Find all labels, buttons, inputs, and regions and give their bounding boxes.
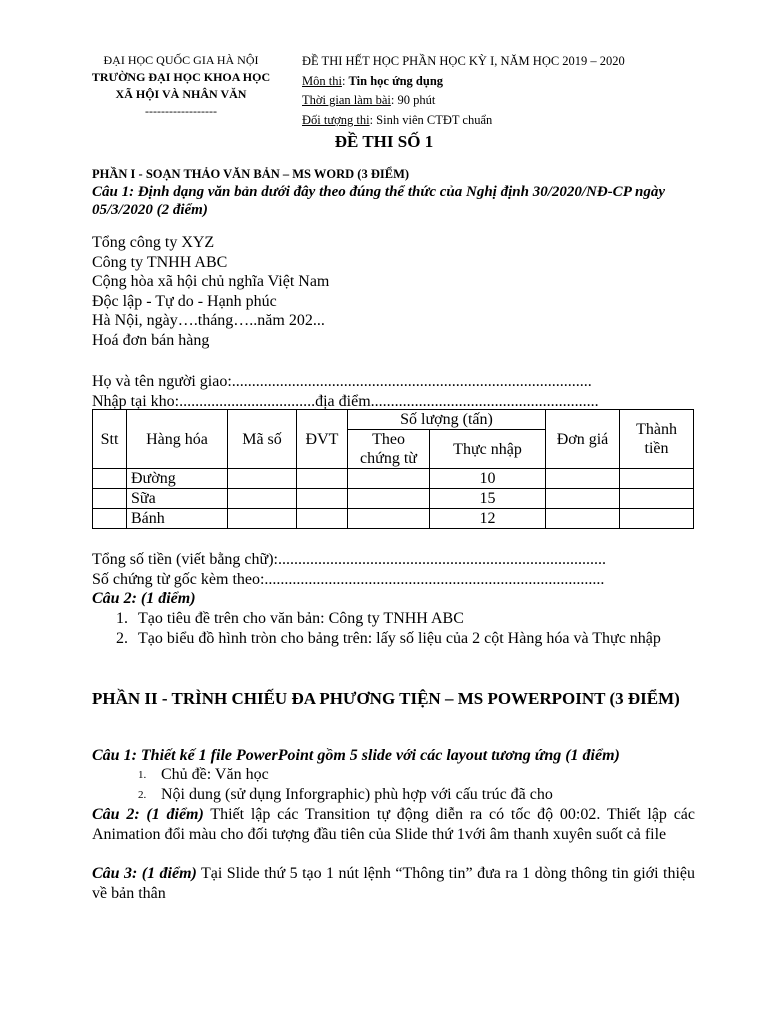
warehouse-field: Nhập tại kho:..................................địa điểm......................................................... — [92, 392, 599, 410]
table-header-row — [93, 410, 694, 430]
col-header-item: Hàng hóa — [127, 410, 228, 469]
doc-line: Công ty TNHH ABC — [92, 253, 228, 271]
faculty-name-line2: XÃ HỘI VÀ NHÂN VĂN — [115, 87, 247, 101]
table-row — [93, 469, 694, 489]
exam-number-title: ĐỀ THI SỐ 1 — [334, 132, 434, 151]
doc-line: Cộng hòa xã hội chủ nghĩa Việt Nam — [92, 273, 330, 291]
faculty-name-line1: TRƯỜNG ĐẠI HỌC KHOA HỌC — [91, 70, 271, 84]
cell-unit — [297, 509, 348, 529]
cell-total — [620, 469, 694, 489]
invoice-table — [92, 409, 694, 529]
col-header-total — [620, 410, 694, 469]
institution-header — [86, 52, 276, 120]
exam-title: ĐỀ THI HẾT HỌC PHẦN HỌC KỲ I, NĂM HỌC 2019 – 2020 — [302, 54, 625, 68]
cell-code — [228, 489, 297, 509]
subject-line: Môn thi: Tin học ứng dụng — [302, 73, 444, 88]
target-label: Đối tượng thi — [302, 112, 370, 127]
part1-question2: Câu 2: (1 điểm) — [92, 590, 196, 608]
sample-document-lines — [92, 233, 329, 351]
list-item-number: 1. — [138, 769, 147, 781]
list-item — [92, 629, 690, 649]
cell-qty-doc — [348, 469, 430, 489]
university-name: ĐẠI HỌC QUỐC GIA HÀ NỘI — [103, 53, 259, 67]
cell-price — [546, 469, 620, 489]
cell-unit — [297, 489, 348, 509]
col-header-stt: Stt — [93, 410, 127, 469]
question2-label: Câu 2: (1 điểm) — [92, 806, 204, 823]
cell-stt — [93, 489, 127, 509]
deliverer-field: Họ và tên người giao:.......................................................................................... — [92, 373, 592, 390]
subject-value: Tin học ứng dụng — [348, 73, 444, 88]
time-value: 90 phút — [397, 93, 436, 107]
cell-qty-doc — [348, 489, 430, 509]
cell-code — [228, 509, 297, 529]
question2-text: Thiết lập các Transition tự động diễn ra có tốc độ 00:02. Thiết lập các Animation đổi màu cho đối tượng đầu tiên của Slide thứ 1với âm thanh xuyên suốt cả file — [92, 806, 695, 843]
cell-stt — [93, 509, 127, 529]
cell-total — [620, 489, 694, 509]
part1-question1: Câu 1: Định dạng văn bản dưới đây theo đúng thể thức của Nghị định 30/2020/NĐ-CP ngày 05/3/2020 (2 điểm) — [92, 184, 666, 218]
part1-heading: PHẦN I - SOẠN THẢO VĂN BẢN – MS WORD (3 ĐIỂM) — [92, 167, 410, 181]
list-item-number: 1. — [116, 610, 128, 627]
attached-docs-field: Số chứng từ gốc kèm theo:..................................................................................... — [92, 570, 605, 588]
col-header-qty: Số lượng (tấn) — [348, 410, 546, 430]
list-item-number: 2. — [116, 629, 128, 647]
table-row — [93, 509, 694, 529]
list-item — [92, 609, 690, 629]
part2-q1-list — [92, 765, 713, 804]
col-header-price: Đơn giá — [546, 410, 620, 469]
list-item-text: Nội dung (sử dụng Inforgraphic) phù hợp với cấu trúc đã cho — [161, 785, 553, 803]
part2-heading: PHẦN II - TRÌNH CHIẾU ĐA PHƯƠNG TIỆN – MS POWERPOINT (3 ĐIỂM) — [92, 689, 680, 708]
total-in-words-field: Tổng số tiền (viết bằng chữ):.................................................................................. — [92, 551, 606, 568]
cell-item: Sữa — [127, 489, 228, 509]
target-line: Đối tượng thi: Sinh viên CTĐT chuẩn — [302, 112, 493, 127]
col-header-code: Mã số — [228, 410, 297, 469]
cell-unit — [297, 469, 348, 489]
invoice-fields — [92, 372, 599, 411]
cell-qty-actual: 15 — [430, 489, 546, 509]
table-row — [93, 489, 694, 509]
exam-info-header — [302, 52, 625, 130]
subject-label: Môn thi — [302, 73, 342, 88]
doc-line: Hà Nội, ngày….tháng…..năm 202... — [92, 312, 325, 330]
doc-line: Tổng công ty XYZ — [92, 234, 215, 251]
cell-price — [546, 489, 620, 509]
list-item-text: Tạo biểu đồ hình tròn cho bảng trên: lấy số liệu của 2 cột Hàng hóa và Thực nhập — [138, 629, 661, 647]
time-label: Thời gian làm bài — [302, 93, 391, 107]
col-header-qty-doc-text: Theo chứng từ — [360, 431, 417, 467]
cell-total — [620, 509, 694, 529]
list-item — [92, 785, 713, 805]
list-item-text: Tạo tiêu đề trên cho văn bản: Công ty TNHH ABC — [138, 610, 464, 627]
question3-text: Tại Slide thứ 5 tạo 1 nút lệnh “Thông tin” đưa ra 1 dòng thông tin giới thiệu về bản thân — [92, 865, 696, 902]
doc-line: Hoá đơn bán hàng — [92, 331, 210, 349]
part2-question3 — [92, 864, 695, 903]
target-value: Sinh viên CTĐT chuẩn — [376, 112, 493, 127]
cell-item: Bánh — [127, 509, 228, 529]
col-header-unit: ĐVT — [297, 410, 348, 469]
part1-q2-list — [92, 609, 690, 648]
cell-qty-doc — [348, 509, 430, 529]
part2-question2 — [92, 805, 695, 844]
list-item-number: 2. — [138, 788, 147, 801]
col-header-qty-doc — [348, 430, 430, 469]
header-separator: ------------------ — [145, 104, 217, 118]
cell-price — [546, 509, 620, 529]
col-header-qty-actual: Thực nhập — [430, 430, 546, 469]
time-line: Thời gian làm bài: 90 phút — [302, 93, 436, 107]
list-item-text: Chủ đề: Văn học — [161, 766, 269, 783]
cell-stt — [93, 469, 127, 489]
cell-code — [228, 469, 297, 489]
list-item — [92, 765, 713, 785]
cell-item: Đường — [127, 469, 228, 489]
doc-line: Độc lập - Tự do - Hạnh phúc — [92, 292, 277, 310]
col-header-total-text: Thành tiền — [636, 421, 677, 457]
question3-label: Câu 3: (1 điểm) — [92, 865, 197, 882]
cell-qty-actual: 12 — [430, 509, 546, 529]
part2-question1: Câu 1: Thiết kế 1 file PowerPoint gồm 5 slide với các layout tương ứng (1 điểm) — [92, 747, 620, 764]
invoice-footer-fields — [92, 550, 606, 609]
cell-qty-actual: 10 — [430, 469, 546, 489]
